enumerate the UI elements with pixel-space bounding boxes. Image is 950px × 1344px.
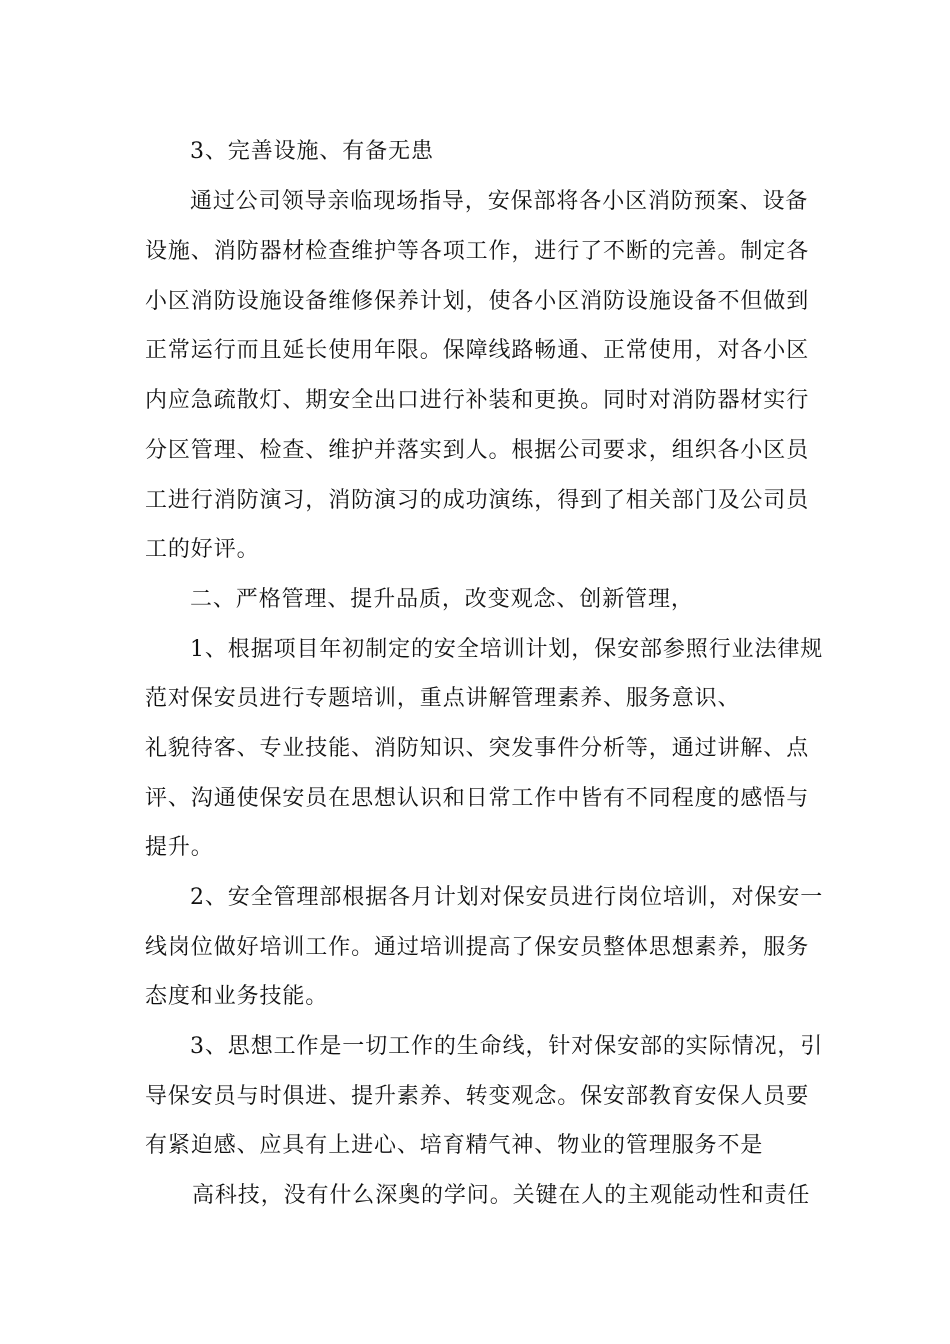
paragraph-line: 1、根据项目年初制定的安全培训计划，保安部参照行业法律规 xyxy=(190,637,824,662)
paragraph-line: 正常运行而且延长使用年限。保障线路畅通、正常使用，对各小区 xyxy=(145,338,810,363)
paragraph-line: 提升。 xyxy=(145,835,214,860)
paragraph-line: 礼貌待客、专业技能、消防知识、突发事件分析等，通过讲解、点 xyxy=(145,736,810,761)
section-heading-management: 二、严格管理、提升品质，改变观念、创新管理， xyxy=(190,587,694,612)
paragraph-line: 有紧迫感、应具有上进心、培育精气神、物业的管理服务不是 xyxy=(145,1133,764,1158)
paragraph-line: 态度和业务技能。 xyxy=(145,984,329,1009)
paragraph-line: 内应急疏散灯、期安全出口进行补装和更换。同时对消防器材实行 xyxy=(145,388,810,413)
paragraph-line: 2、安全管理部根据各月计划对保安员进行岗位培训，对保安一 xyxy=(190,885,824,910)
paragraph-line: 评、沟通使保安员在思想认识和日常工作中皆有不同程度的感悟与 xyxy=(145,786,810,811)
paragraph-line: 范对保安员进行专题培训，重点讲解管理素养、服务意识、 xyxy=(145,686,741,711)
paragraph-line: 分区管理、检查、维护并落实到人。根据公司要求，组织各小区员 xyxy=(145,438,810,463)
paragraph-line: 高科技，没有什么深奥的学问。关键在人的主观能动性和责任 xyxy=(192,1183,811,1208)
paragraph-line: 工的好评。 xyxy=(145,537,260,562)
paragraph-line: 线岗位做好培训工作。通过培训提高了保安员整体思想素养，服务 xyxy=(145,935,810,960)
section-heading-facilities: 3、完善设施、有备无患 xyxy=(190,139,434,164)
paragraph-line: 3、思想工作是一切工作的生命线，针对保安部的实际情况，引 xyxy=(190,1034,824,1059)
paragraph-line: 工进行消防演习，消防演习的成功演练，得到了相关部门及公司员 xyxy=(145,488,810,513)
paragraph-line: 设施、消防器材检查维护等各项工作，进行了不断的完善。制定各 xyxy=(145,239,810,264)
paragraph-line: 通过公司领导亲临现场指导，安保部将各小区消防预案、设备 xyxy=(190,189,809,214)
paragraph-line: 小区消防设施设备维修保养计划，使各小区消防设施设备不但做到 xyxy=(145,289,810,314)
paragraph-line: 导保安员与时俱进、提升素养、转变观念。保安部教育安保人员要 xyxy=(145,1084,810,1109)
